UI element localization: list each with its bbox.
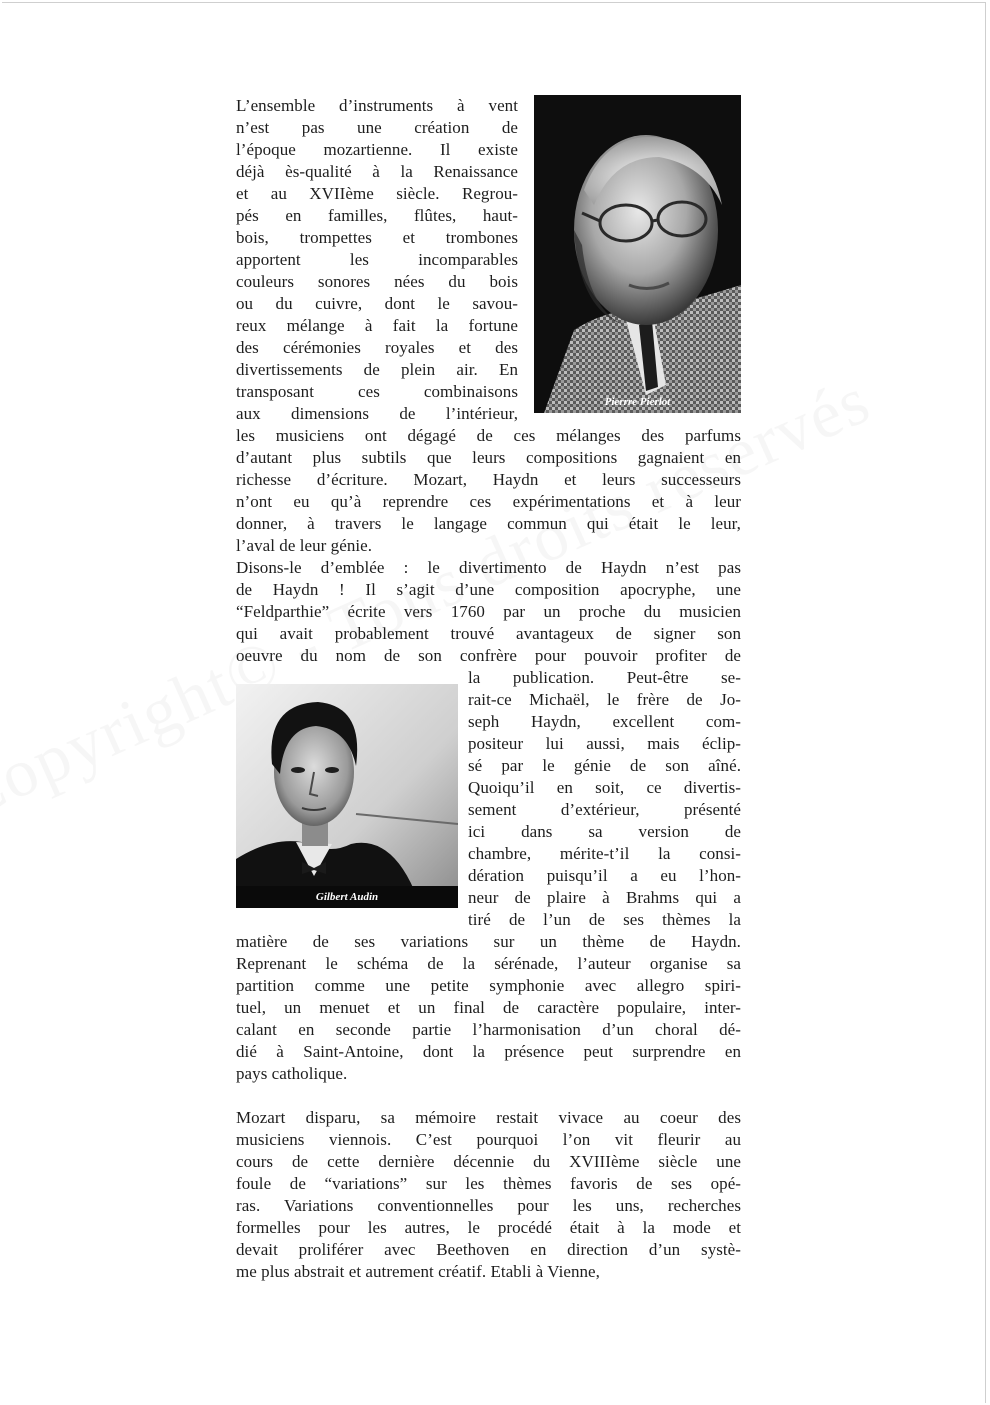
text-line: tiré de l’un de ses thèmes la	[468, 910, 741, 929]
text-line: l’aval de leur génie.	[236, 536, 373, 555]
text-line: transposant ces combinaisons	[236, 382, 518, 401]
text-line: partition comme une petite symphonie avec allegro spiri-	[236, 976, 741, 995]
text-line: donner, à travers le langage commun qui était le leur,	[236, 514, 741, 533]
text-line: qui avait probablement trouvé avantageux de signer son	[236, 624, 741, 643]
text-line: n’est pas une création de	[236, 118, 518, 137]
text-line: divertissements de plein air. En	[236, 360, 518, 379]
text-line: dié à Saint-Antoine, dont la présence peut surprendre en	[236, 1042, 741, 1061]
text-line: sé par le génie de son aîné.	[468, 756, 741, 775]
text-line: pés en familles, flûtes, haut-	[236, 206, 518, 225]
text-line: de Haydn ! Il s’agit d’une composition apocryphe, une	[236, 580, 741, 599]
text-line: calant en seconde partie l’harmonisation d’un choral dé-	[236, 1020, 741, 1039]
text-line: n’ont eu qu’à reprendre ces expérimentations et à leur	[236, 492, 741, 511]
text-line: Quoiqu’il en soit, ce divertis-	[468, 778, 741, 797]
text-line: apportent les incomparables	[236, 250, 518, 269]
text-line: oeuvre du nom de son confrère pour pouvoir profiter de	[236, 646, 741, 665]
text-line: L’ensemble d’instruments à vent	[236, 96, 518, 115]
text-line: aux dimensions de l’intérieur,	[236, 404, 518, 423]
text-line: seph Haydn, excellent com-	[468, 712, 741, 731]
text-line: cours de cette dernière décennie du XVIIIème siècle une	[236, 1152, 741, 1171]
photo-caption: Gilbert Audin	[315, 891, 379, 903]
text-line: ou du cuivre, dont le savou-	[236, 294, 518, 313]
text-line: tuel, un menuet et un final de caractère populaire, inter-	[236, 998, 741, 1017]
text-line: matière de ses variations sur un thème de Haydn.	[236, 932, 741, 951]
photo-pierre-pierlot	[534, 95, 741, 413]
text-line: ici dans sa version de	[468, 822, 741, 841]
text-line: Mozart disparu, sa mémoire restait vivace au coeur des	[236, 1108, 741, 1127]
text-line: déjà ès-qualité à la Renaissance	[236, 162, 518, 181]
text-line: les musiciens ont dégagé de ces mélanges des parfums	[236, 426, 741, 445]
text-line: musiciens viennois. C’est pourquoi l’on vit fleurir au	[236, 1130, 741, 1149]
text-line: couleurs sonores nées du bois	[236, 272, 518, 291]
text-line: ras. Variations conventionnelles pour les uns, recherches	[236, 1196, 741, 1215]
text-line: reux mélange à fait la fortune	[236, 316, 518, 335]
text-line: la publication. Peut-être se-	[468, 668, 741, 687]
text-line: d’autant plus subtils que leurs compositions gagnaient en	[236, 448, 741, 467]
text-line: pays catholique.	[236, 1064, 348, 1083]
text-line: me plus abstrait et autrement créatif. Etabli à Vienne,	[236, 1262, 600, 1281]
text-line: positeur lui aussi, mais éclip-	[468, 734, 741, 753]
text-line: devait proliférer avec Beethoven en direction d’un systè-	[236, 1240, 741, 1259]
text-line: richesse d’écriture. Mozart, Haydn et leurs successeurs	[236, 470, 741, 489]
photo-gilbert-audin	[236, 684, 458, 908]
text-line: rait-ce Michaël, le frère de Jo-	[468, 690, 741, 709]
text-line: l’époque mozartienne. Il existe	[236, 140, 518, 159]
text-line: des cérémonies royales et des	[236, 338, 518, 357]
portrait-photo-icon	[534, 95, 741, 413]
photo-caption: Pierrre Pierlot	[604, 396, 671, 408]
text-line: sement d’extérieur, présenté	[468, 800, 741, 819]
text-line: dération puisqu’il a eu l’hon-	[468, 866, 741, 885]
text-line: bois, trompettes et trombones	[236, 228, 518, 247]
text-line: neur de plaire à Brahms qui a	[468, 888, 741, 907]
text-line: Reprenant le schéma de la sérénade, l’auteur organise sa	[236, 954, 741, 973]
text-line: Disons-le d’emblée : le divertimento de Haydn n’est pas	[236, 558, 741, 577]
text-line: chambre, mérite-t’il la consi-	[468, 844, 741, 863]
text-line: “Feldparthie” écrite vers 1760 par un proche du musicien	[236, 602, 741, 621]
text-line: foule de “variations” sur les thèmes favoris de ses opé-	[236, 1174, 741, 1193]
text-line: et au XVIIème siècle. Regrou-	[236, 184, 518, 203]
portrait-photo-icon	[236, 684, 458, 908]
text-line: formelles pour les autres, le procédé était à la mode et	[236, 1218, 741, 1237]
